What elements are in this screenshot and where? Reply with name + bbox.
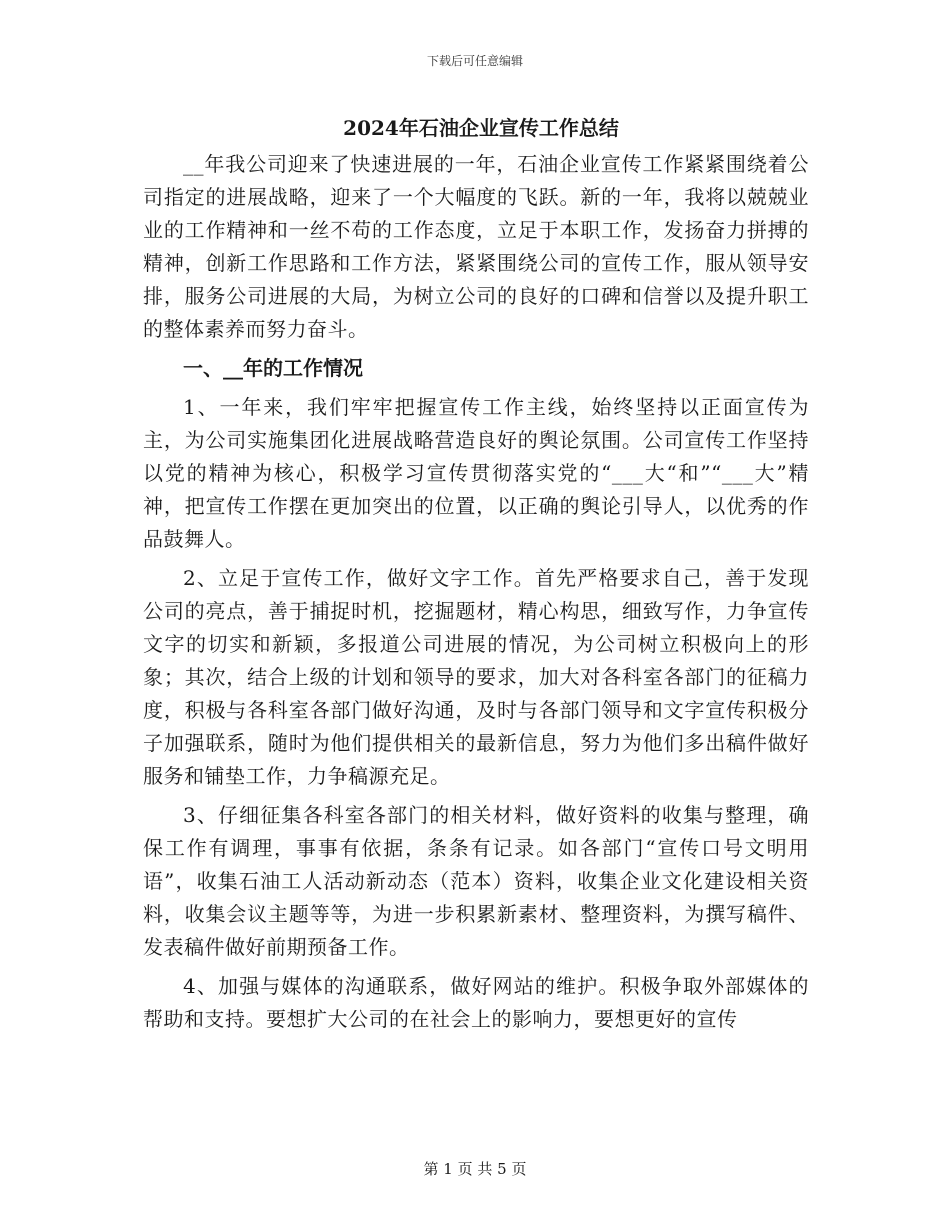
document-title: 2024年石油企业宣传工作总结 — [343, 116, 619, 140]
section-heading: 一、__年的工作情况 — [183, 356, 363, 380]
paragraph-item-3: 3、仔细征集各科室各部门的相关材料，做好资料的收集与整理，确保工作有调理，事事有依据，条条有记录。如各部门“宣传口号文明用语”，收集石油工人活动新动态（范本）资料，收集企业文化建设相关资料，收集会议主题等等，为进一步积累新素材、整理资料，为撰写稿件、发表稿件做好前期预备工作。 — [143, 803, 809, 959]
document-body — [143, 114, 809, 1042]
intro-paragraph: __年我公司迎来了快速进展的一年，石油企业宣传工作紧紧围绕着公司指定的进展战略，迎来了一个大幅度的飞跃。新的一年，我将以兢兢业业的工作精神和一丝不苟的工作态度，立足于本职工作，发扬奋力拼搏的精神，创新工作思路和工作方法，紧紧围绕公司的宣传工作，服从领导安排，服务公司进展的大局，为树立公司的良好的口碑和信誉以及提升职工的整体素养而努力奋斗。 — [143, 152, 809, 341]
paragraph-item-4: 4、加强与媒体的沟通联系，做好网站的维护。积极争取外部媒体的帮助和支持。要想扩大公司的在社会上的影响力，要想更好的宣传 — [143, 974, 809, 1031]
page-header: 下载后可任意编辑 — [426, 54, 523, 68]
paragraph-item-1: 1、一年来，我们牢牢把握宣传工作主线，始终坚持以正面宣传为主，为公司实施集团化进展战略营造良好的舆论氛围。公司宣传工作坚持以党的精神为核心，积极学习宣传贯彻落实党的“___大“和”“___大”精神，把宣传工作摆在更加突出的位置，以正确的舆论引导人，以优秀的作品鼓舞人。 — [143, 395, 809, 551]
page-number: 第 1 页 共 5 页 — [423, 1160, 527, 1178]
paragraph-item-2: 2、立足于宣传工作，做好文字工作。首先严格要求自己，善于发现公司的亮点，善于捕捉时机，挖掘题材，精心构思，细致写作，力争宣传文字的切实和新颖，多报道公司进展的情况，为公司树立积极向上的形象；其次，结合上级的计划和领导的要求，加大对各科室各部门的征稿力度，积极与各科室各部门做好沟通，及时与各部门领导和文字宣传积极分子加强联系，随时为他们提供相关的最新信息，努力为他们多出稿件做好服务和铺垫工作，力争稿源充足。 — [143, 566, 809, 788]
